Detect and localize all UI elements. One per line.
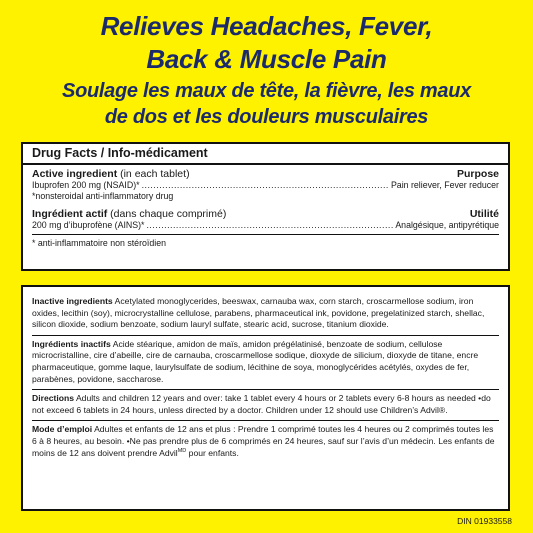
headline-french: [0, 78, 533, 130]
ingredients-directions-panel: [21, 285, 510, 511]
ingredient-actif-heading-bold: Ingrédient actif: [32, 208, 108, 220]
headline-english-line-2: Back & Muscle Pain: [146, 44, 387, 74]
din-number: DIN 01933558: [457, 516, 512, 526]
directions-fr-text: Adultes et enfants de 12 ans et plus : Prendre 1 comprimé toutes les 4 heures ou 2 comprimés toutes les 6 à 8 heures, au besoin. •Ne pas prendre plus de 6 comprimés en 24 heures, sauf sur l’avis d’un médecin. Les enfants de moins de 12 ans doivent prendre Advil: [32, 424, 495, 458]
active-ingredient-footnote: *nonsteroidal anti-inflammatory drug: [32, 191, 174, 201]
ingredient-actif-heading-rest: (dans chaque comprimé): [107, 208, 227, 220]
leader-dots: [142, 180, 389, 191]
headline-english-line-1: Relieves Headaches, Fever,: [100, 11, 433, 41]
directions-fr-tail: pour enfants.: [186, 447, 239, 458]
section-divider: [32, 389, 499, 390]
ingredient-actif-row: [32, 220, 499, 231]
active-ingredient-heading-rest: (in each tablet): [117, 168, 190, 180]
directions-en-label: Directions: [32, 393, 75, 404]
ingredient-actif-heading-row: [32, 208, 499, 220]
section-divider: [32, 420, 499, 421]
section-divider: [32, 335, 499, 336]
ingredient-actif-footnote: * anti-inflammatoire non stéroïdien: [32, 238, 166, 248]
active-ingredient-heading: [32, 168, 190, 180]
ingredient-actif-name: 200 mg d’ibuprofène (AINS)*: [32, 220, 145, 230]
footnote-rule: [32, 234, 499, 235]
headline-french-line-2: de dos et les douleurs musculaires: [104, 106, 429, 128]
directions-en: [32, 393, 499, 416]
inactive-ingredients-en-label: Inactive ingredients: [32, 296, 113, 306]
ingredient-actif-heading: [32, 208, 226, 220]
directions-fr-sup: MD: [177, 447, 187, 454]
drug-facts-title: Drug Facts / Info-médicament: [32, 146, 208, 160]
inactive-ingredients-fr-text: Acide stéarique, amidon de maïs, amidon prégélatinisé, benzoate de sodium, cellulose microcristalline, cire d’abeille, cire de carnauba, croscarmellose sodique, dioxyde de silicium, dioxyde de titane, encre pharmaceutique, gomme laque, laurylsulfate de sodium, lécithine de soya, monoglycérides acétylés, oxydes de fer, parabènes, povidone, saccharose.: [32, 338, 479, 384]
drug-facts-panel: [21, 142, 510, 271]
active-ingredient-heading-row: [32, 168, 499, 180]
active-ingredient-purpose: Pain reliever, Fever reducer: [390, 180, 499, 190]
headline-english: [0, 10, 533, 76]
ingredient-actif-utilite: Analgésique, antipyrétique: [395, 220, 499, 230]
active-ingredient-name: Ibuprofen 200 mg (NSAID)*: [32, 180, 140, 190]
drug-facts-title-rule: [23, 163, 508, 165]
directions-fr: [32, 424, 499, 459]
inactive-ingredients-fr-label: Ingrédients inactifs: [32, 338, 111, 349]
inactive-ingredients-en-text: Acetylated monoglycerides, beeswax, carnauba wax, corn starch, croscarmellose sodium, iron oxides, lecithin (soy), microcrystalline cellulose, parabens, pharmaceutical ink, povidone, pregelatinized starch, shellac, silicon dioxide, sodium benzoate, sodium lauryl sulfate, stearic acid, sucrose, titanium dioxide.: [32, 296, 485, 330]
directions-fr-label: Mode d’emploi: [32, 424, 93, 435]
active-ingredient-row: [32, 180, 499, 191]
utilite-heading: Utilité: [469, 208, 499, 220]
directions-en-text: Adults and children 12 years and over: take 1 tablet every 4 hours or 2 tablets every 6-8 hours as needed •do not exceed 6 tablets in 24 hours, unless directed by a doctor. Children under 12 should use Children’s Advil®.: [32, 393, 491, 415]
active-ingredient-heading-bold: Active ingredient: [32, 168, 118, 180]
inactive-ingredients-fr: [32, 339, 499, 385]
headline-french-line-1: Soulage les maux de tête, la fièvre, les maux: [62, 80, 471, 102]
inactive-ingredients-en: [32, 296, 499, 331]
leader-dots: [146, 220, 393, 231]
purpose-heading: Purpose: [456, 168, 499, 180]
